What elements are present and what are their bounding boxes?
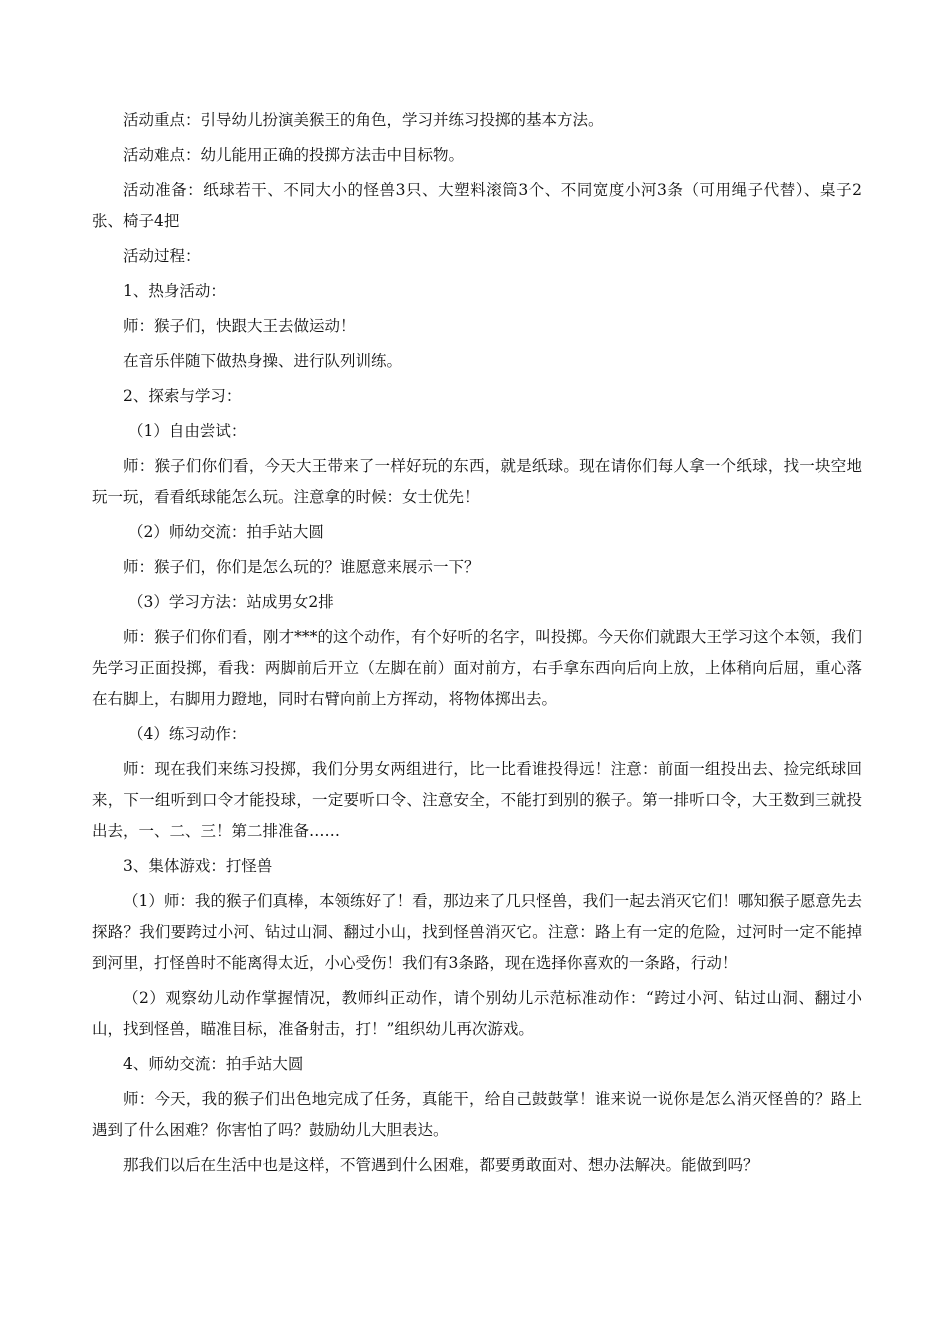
heading-warm-up: 1、热身活动： [123,282,226,300]
subheading-learn-method: （3）学习方法：站成男女2排 [128,593,334,611]
paragraph-activity-focus: 活动重点：引导幼儿扮演美猴王的角色，学习并练习投掷的基本方法。 [123,111,604,129]
paragraph-teacher-line: 师：今天，我的猴子们出色地完成了任务，真能干，给自己鼓鼓掌！谁来说一说你是怎么消灭怪兽的？路上遇到了什么困难？你害怕了吗？鼓励幼儿大胆表达。 [92,1090,862,1139]
heading-activity-process: 活动过程： [123,247,201,265]
paragraph-teacher-line: 师：猴子们，你们是怎么玩的？谁愿意来展示一下？ [123,558,480,576]
paragraph-activity-difficulty: 活动难点：幼儿能用正确的投掷方法击中目标物。 [123,146,465,164]
document-body [92,105,862,1185]
paragraph-activity-preparation: 活动准备：纸球若干、不同大小的怪兽3只、大塑料滚筒3个、不同宽度小河3条（可用绳子代替）、桌子2张、椅子4把 [92,181,862,230]
paragraph-teacher-line: 师：现在我们来练习投掷，我们分男女两组进行，比一比看谁投得远！注意：前面一组投出去、捡完纸球回来，下一组听到口令才能投球，一定要听口令、注意安全，不能打到别的猴子。第一排听口令，大王数到三就投出去，一、二、三！第二排准备…… [92,760,862,840]
paragraph-game-step-1: （1）师：我的猴子们真棒，本领练好了！看，那边来了几只怪兽，我们一起去消灭它们！哪知猴子愿意先去探路？我们要跨过小河、钻过山洞、翻过小山，找到怪兽消灭它。注意：路上有一定的危险，过河时一定不能掉到河里，打怪兽时不能离得太近，小心受伤！我们有3条路，现在选择你喜欢的一条路，行动！ [92,892,862,972]
subheading-practice: （4）练习动作： [128,725,247,743]
paragraph-warm-up-desc: 在音乐伴随下做热身操、进行队列训练。 [123,352,403,370]
paragraph-teacher-line: 师：猴子们，快跟大王去做运动！ [123,317,356,335]
heading-group-game: 3、集体游戏：打怪兽 [123,857,273,875]
subheading-exchange: （2）师幼交流：拍手站大圆 [128,523,324,541]
paragraph-teacher-line: 师：猴子们你们看，今天大王带来了一样好玩的东西，就是纸球。现在请你们每人拿一个纸球，找一块空地玩一玩，看看纸球能怎么玩。注意拿的时候：女士优先！ [92,457,862,506]
heading-final-exchange: 4、师幼交流：拍手站大圆 [123,1055,304,1073]
paragraph-closing: 那我们以后在生活中也是这样，不管遇到什么困难，都要勇敢面对、想办法解决。能做到吗？ [123,1156,759,1174]
heading-explore-learn: 2、探索与学习： [123,387,242,405]
subheading-free-try: （1）自由尝试： [128,422,247,440]
paragraph-teacher-line: 师：猴子们你们看，刚才***的这个动作，有个好听的名字，叫投掷。今天你们就跟大王学习这个本领，我们先学习正面投掷，看我：两脚前后开立（左脚在前）面对前方，右手拿东西向后向上放，上体稍向后屈，重心落在右脚上，右脚用力蹬地，同时右臂向前上方挥动，将物体掷出去。 [92,628,862,708]
paragraph-game-step-2: （2）观察幼儿动作掌握情况，教师纠正动作，请个别幼儿示范标准动作：“跨过小河、钻过山洞、翻过小山，找到怪兽，瞄准目标，准备射击，打！”组织幼儿再次游戏。 [92,989,862,1038]
